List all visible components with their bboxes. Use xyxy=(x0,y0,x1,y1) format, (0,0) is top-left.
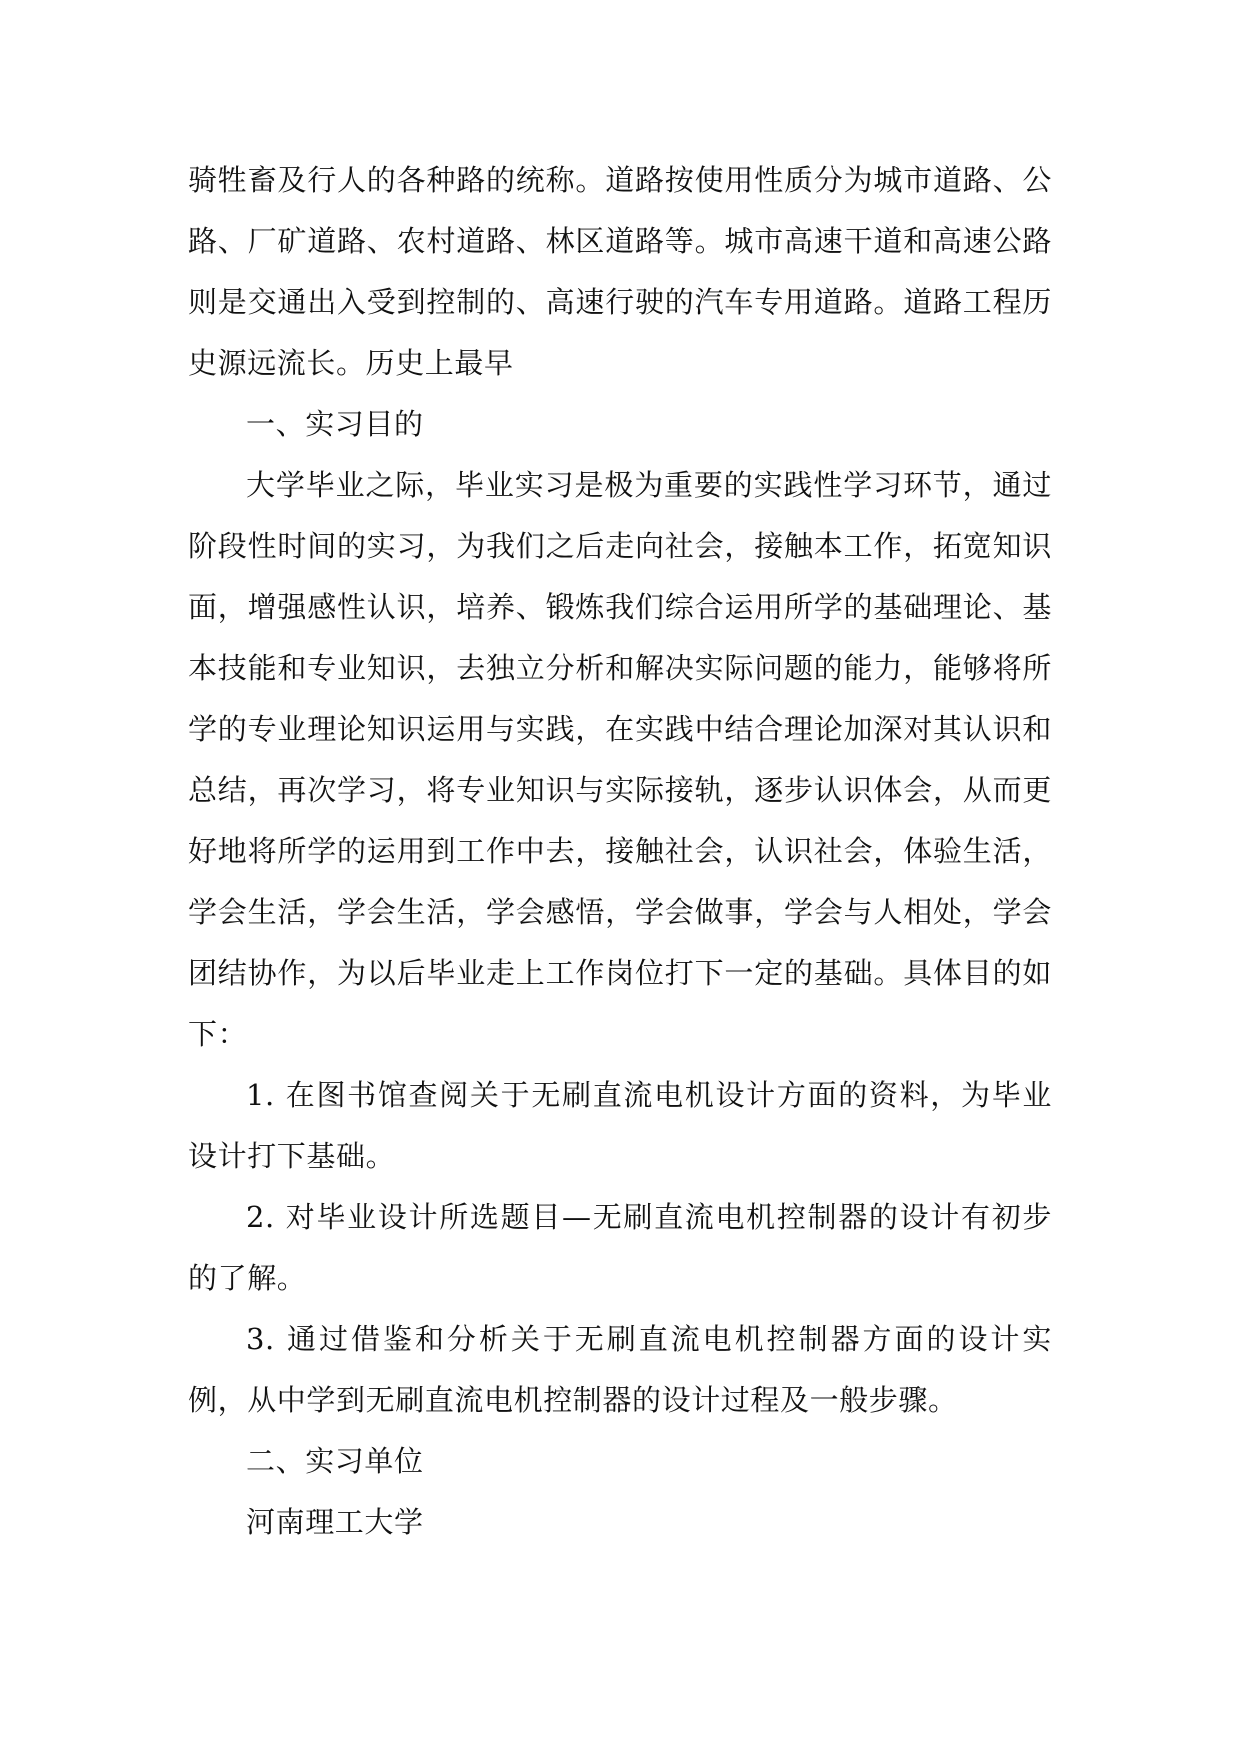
list-item-3: 3. 通过借鉴和分析关于无刷直流电机控制器方面的设计实例，从中学到无刷直流电机控制器的设计过程及一般步骤。 xyxy=(188,1322,1052,1417)
list-item-2: 2. 对毕业设计所选题目—无刷直流电机控制器的设计有初步的了解。 xyxy=(188,1200,1052,1295)
list-item-1: 1. 在图书馆查阅关于无刷直流电机设计方面的资料，为毕业设计打下基础。 xyxy=(188,1078,1052,1173)
section-heading-unit: 二、实习单位 xyxy=(246,1444,424,1478)
paragraph-intro-continued: 骑牲畜及行人的各种路的统称。道路按使用性质分为城市道路、公路、厂矿道路、农村道路、林区道路等。城市高速干道和高速公路则是交通出入受到控制的、高速行驶的汽车专用道路。道路工程历史源远流长。历史上最早 xyxy=(188,163,1052,380)
paragraph-purpose: 大学毕业之际，毕业实习是极为重要的实践性学习环节，通过阶段性时间的实习，为我们之后走向社会，接触本工作，拓宽知识面，增强感性认识，培养、锻炼我们综合运用所学的基础理论、基本技能和专业知识，去独立分析和解决实际问题的能力，能够将所学的专业理论知识运用与实践，在实践中结合理论加深对其认识和总结，再次学习，将专业知识与实际接轨，逐步认识体会，从而更好地将所学的运用到工作中去，接触社会，认识社会，体验生活，学会生活，学会生活，学会感悟，学会做事，学会与人相处，学会团结协作，为以后毕业走上工作岗位打下一定的基础。具体目的如下： xyxy=(188,468,1052,1051)
section-heading-purpose: 一、实习目的 xyxy=(246,407,424,441)
document-body xyxy=(188,150,1052,1553)
paragraph-unit-name: 河南理工大学 xyxy=(246,1505,424,1539)
